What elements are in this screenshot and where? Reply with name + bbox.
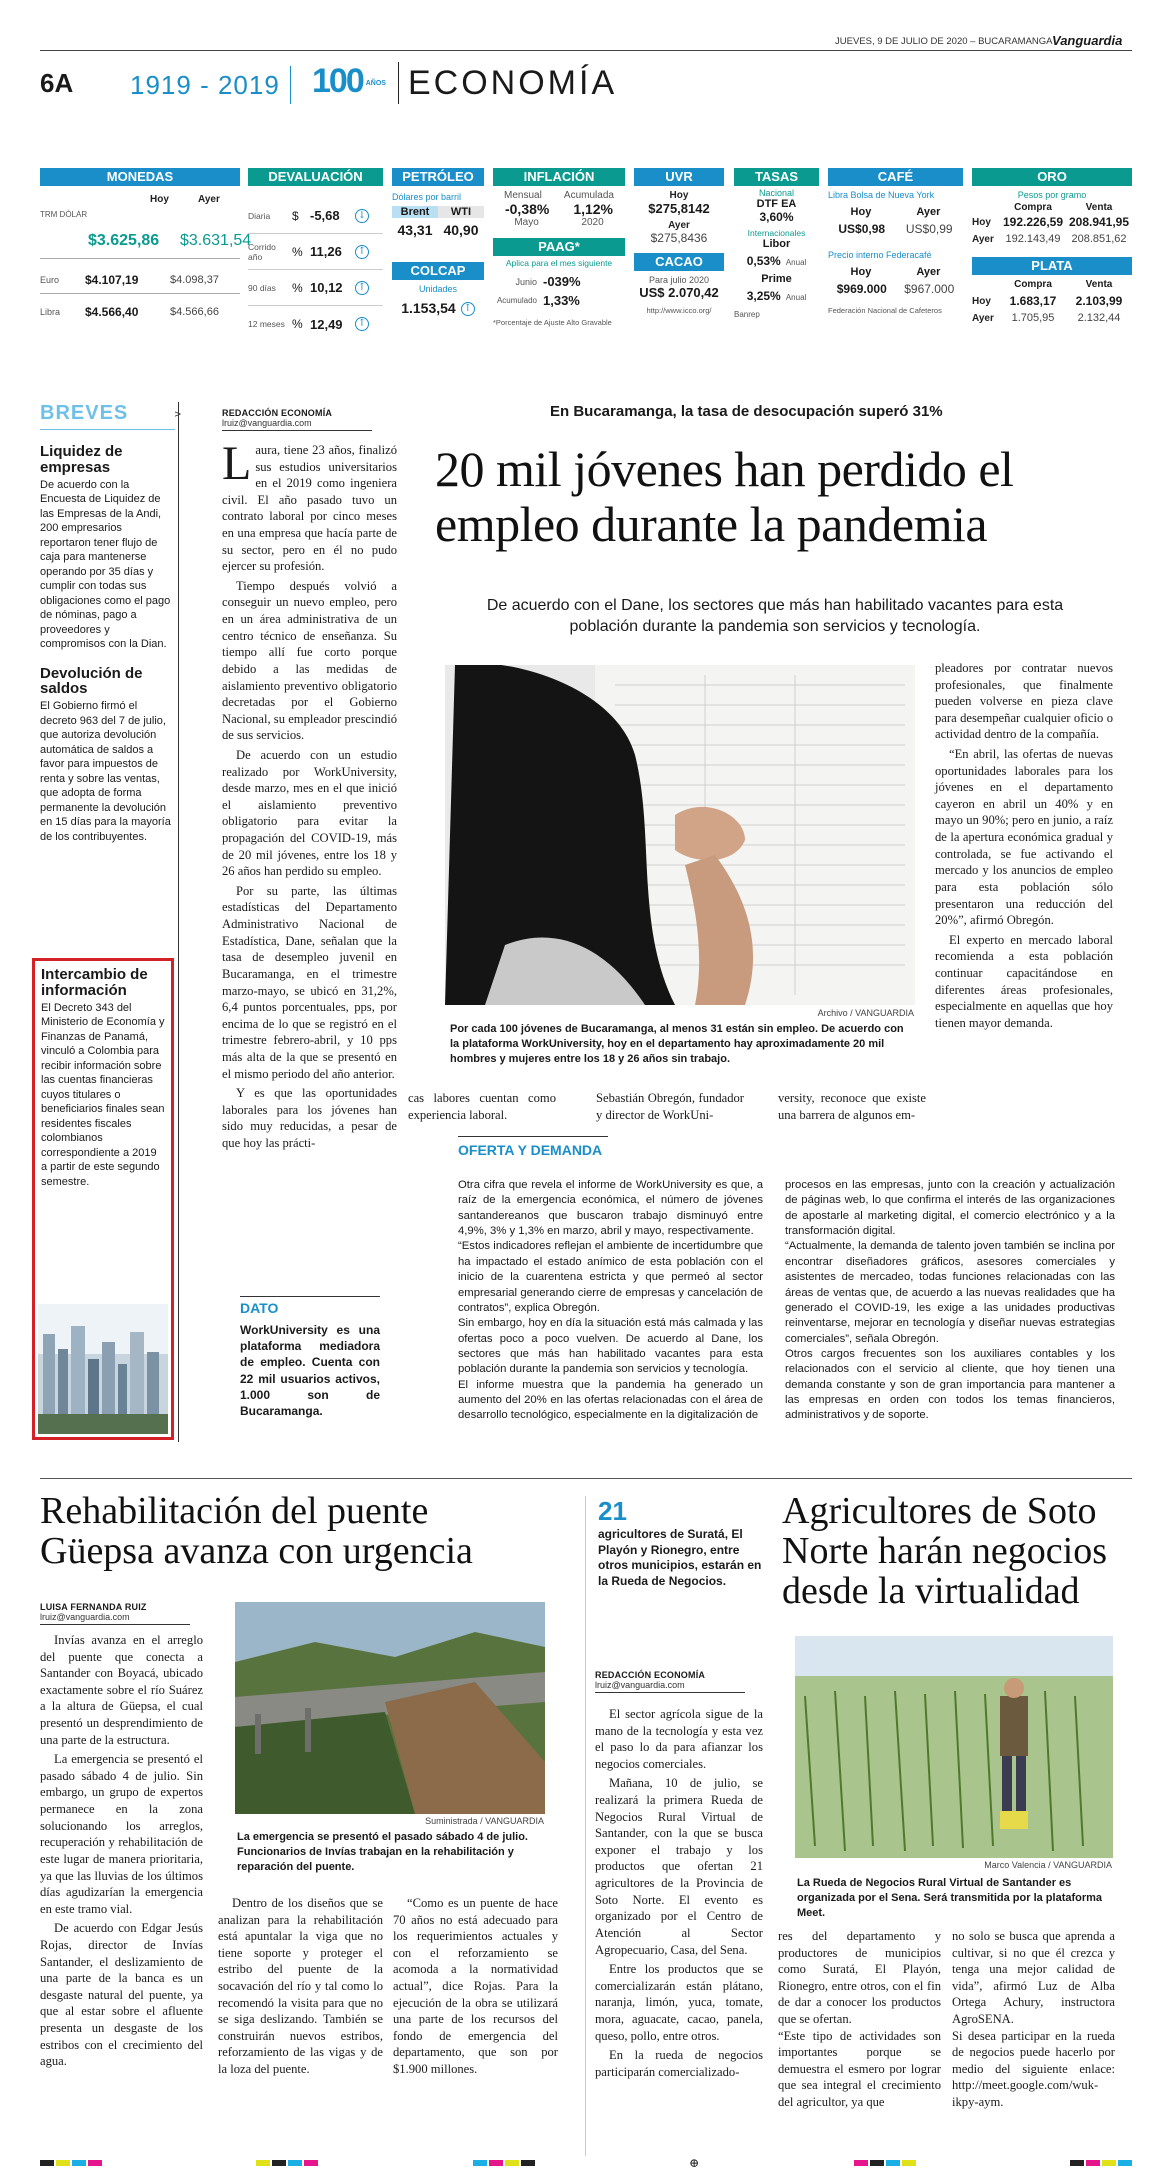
- agro-stat: [598, 1496, 768, 1589]
- plata-venta: 2.103,99: [1075, 294, 1123, 308]
- bridge-paragraph: “Como es un puente de hace 70 años no está adecuado para los requerimientos actuales y con el reforzamiento se acomoda a la normatividad actual”, dice Rojas. Para la ejecución de la obra se utilizará una parte de los recursos del fondo de emergencia del departamento, que son por $1.900 millones.: [393, 1896, 558, 2077]
- agro-paragraph: Entre los productos que se comercializarán están plátano, naranja, limón, yuca, tomate, mora, aguacate, cacao, panela, queso, pollo, entre otros.: [595, 1962, 763, 2043]
- main-paragraph: De acuerdo con un estudio realizado por WorkUniversity, desde marzo, mes en el que inició el aislamiento preventivo obligatorio para evitar la propagación del COVID-19, más de 20 mil jóvenes, entre los 18 y 26 años han perdido su empleo.: [222, 747, 397, 879]
- uvr-ayer-label: Ayer: [668, 220, 690, 231]
- main-photo-credit: Archivo / VANGUARDIA: [817, 1008, 914, 1018]
- wti-value: 40,90: [443, 222, 479, 238]
- breves-title: BREVES: [40, 402, 129, 424]
- agro-paragraph: El sector agrícola sigue de la mano de la tecnología y esta vez el paso lo da para afianzar los negocios comerciales.: [595, 1707, 763, 1771]
- breve-title: Intercambio de información: [41, 966, 148, 999]
- oferta-paragraph: Otra cifra que revela el informe de WorkUniversity es que, a raíz de la emergencia económica, el número de jóvenes santandereanos que buscaron trabajo disminuyó entre 4,9%, 3% y 1,3% en marzo, abril y mayo, respectivamente. “Estos indicadores reflejan el ambiente de incertidumbre que ha impactado el estado anímico de esta población con el inicio de la cuarentena estricta y que permeó al sector empresarial generando cierre de empresas y cancelación de contratos”, explica Obregón. Sin embargo, hoy en día la situación está más calmada y las ofertas poco a poco vuelven. De acuerdo al Dane, los sectores que más han habilitado vacantes para esta población durante la pandemia son servicios y tecnología. El informe muestra que la pandemia ha generado un aumento del 20% en las ofertas relacionadas con el área de desarrollo tecnológico, especialmente en la digitalización de: [458, 1179, 763, 1422]
- bridge-photo-credit: Suministrada / VANGUARDIA: [425, 1816, 544, 1826]
- breve-body: El Decreto 343 del Ministerio de Economía y Finanzas de Panamá, vinculó a Colombia para recibir información sobre las cuentas financieras cuyos titulares o beneficiarios finales sean residentes fiscales colombianos correspondiente a 2019 a partir de este segundo semestre.: [41, 1001, 165, 1188]
- main-photo-image: [445, 665, 915, 1005]
- agro-col-1: [595, 1706, 763, 2083]
- devaluacion-label: 12 meses: [248, 319, 285, 329]
- wti-label: WTI: [438, 206, 484, 218]
- cafe-ny-ayer: US$0,99: [905, 222, 953, 236]
- prime-value: 3,25%: [746, 289, 781, 303]
- main-paragraph: Por su parte, las últimas estadísticas del Departamento Administrativo Nacional de Estadística, Dane, señalan que la tasa de desempleo juvenil en Bucaramanga, en el trimestre marzo-mayo, se ubicó en 31,2%, 6,4 puntos porcentuales, pps, por encima de lo que se registró en el trimestre febrero-abril, y 10 pps más alta de la que se presentó en el mismo periodo del año anterior.: [222, 883, 397, 1081]
- devaluacion-value: 11,26: [310, 244, 342, 259]
- devaluacion-title: DEVALUACIÓN: [248, 168, 383, 186]
- main-headline-line: 20 mil jóvenes han perdido el: [435, 441, 1014, 497]
- bridge-col-3: [393, 1895, 558, 2081]
- colcap-value: 1.153,54: [401, 300, 456, 316]
- uvr-hoy-label: Hoy: [669, 190, 689, 201]
- main-deck: De acuerdo con el Dane, los sectores que más han habilitado vacantes para esta población durante la pandemia son servicios y tecnología.: [486, 597, 1064, 635]
- paag-junio: -039%: [543, 274, 581, 289]
- agro-paragraph: En la rueda de negocios participarán comercializado-: [595, 2048, 763, 2079]
- moneda-label: Libra: [40, 307, 61, 317]
- bridge-paragraph: La emergencia se presentó el pasado sábado 4 de julio. Sin embargo, un grupo de expertos permanece en la zona solucionando los arreglos, recuperación y rehabilitación de este lugar de manera prioritaria, ya que las lluvias de los últimos días agudizarían la emergencia en este tramo vial.: [40, 1752, 203, 1916]
- paag-acum: 1,33%: [543, 293, 580, 308]
- plata-title: PLATA: [972, 257, 1132, 275]
- devaluacion-value: 10,12: [310, 280, 343, 295]
- devaluacion-label: Diaria: [248, 210, 271, 221]
- agro-col-2: [778, 1928, 941, 2114]
- registration-swatch: [854, 2160, 916, 2166]
- paag-title: PAAG*: [493, 238, 625, 256]
- breve-body: El Gobierno firmó el decreto 963 del 7 de julio, que autoriza devolución automática de saldos a favor para impuestos de renta y sobre las ventas, que adopta de forma permanente la devolución en 15 días para la mayoría de los contribuyentes.: [40, 700, 171, 843]
- main-paragraph: “En abril, las ofertas de nuevas oportunidades laborales para los jóvenes en el departamento cayeron en abril un 40% y en mayo un 90%; pero en junio, a raíz de la apertura económica gradual y controlada, se fue activando el mercado y los anuncios de empleo para esta población sólo presentaron una reducción del 20%”, afirmó Obregón.: [935, 747, 1113, 928]
- libor-unit: Anual: [785, 258, 807, 267]
- breves-divider-mark: >: [174, 410, 182, 420]
- main-under-col-2: [596, 1090, 744, 1126]
- cafe-source: Federación Nacional de Cafeteros: [828, 306, 942, 315]
- breve-title: Liquidez de empresas: [40, 443, 123, 476]
- dato-title: DATO: [240, 1300, 279, 1316]
- registration-swatch: [256, 2160, 318, 2166]
- cafe-hoy-label: Hoy: [850, 266, 872, 278]
- bridge-photo-image: [235, 1602, 545, 1814]
- arrow-up-icon: ↑: [355, 245, 369, 259]
- main-byline: [222, 408, 372, 431]
- bridge-paragraph: Dentro de los diseños que se analizan para la rehabilitación está apuntalar la viga que no tiene soporte y proteger el estribo del puente de la socavación del río y tal como lo recomendó la visita para que no se siga deslizando. También se construirán nuevos estribos, reforzamiento de las vigas y de la loza del puente.: [218, 1896, 383, 2077]
- uvr-box: [634, 168, 724, 315]
- trm-ayer: $3.631,54: [180, 232, 252, 249]
- petroleo-box: [392, 168, 484, 317]
- inflacion-box: [493, 168, 625, 327]
- devaluacion-label: Corrido año: [248, 241, 276, 262]
- plata-compra: 1.705,95: [1011, 312, 1055, 324]
- dato-body: WorkUniversity es una plataforma mediadora de empleo. Cuenta con 22 mil usuarios activos, 1.000 son de Bucaramanga.: [240, 1323, 380, 1418]
- bridge-headline-line: Güepsa avanza con urgencia: [40, 1529, 473, 1572]
- oferta-col-1: [458, 1178, 763, 1425]
- oro-compra: 192.226,59: [1002, 215, 1064, 229]
- inflacion-mensual: -0,38%: [504, 201, 550, 217]
- arrow-up-icon: ↑: [355, 281, 369, 295]
- byline-name: LUISA FERNANDA RUIZ: [40, 1602, 147, 1612]
- dtf-value: 3,60%: [759, 210, 794, 224]
- oro-col-venta: Venta: [1085, 202, 1113, 213]
- cafe-fed-ayer: $967.000: [904, 282, 955, 296]
- agro-byline: [595, 1670, 745, 1693]
- bridge-photo-caption: La emergencia se presentó el pasado sábado 4 de julio. Funcionarios de Invías trabajan en la rehabilitación y reparación del puente.: [237, 1831, 528, 1873]
- arrow-down-icon: ↓: [355, 209, 369, 223]
- monedas-col-hoy: Hoy: [150, 194, 169, 205]
- bridge-headline-line: Rehabilitación del puente: [40, 1490, 429, 1532]
- inflacion-title: INFLACIÓN: [493, 168, 625, 186]
- oro-sub: Pesos por gramo: [1017, 190, 1087, 200]
- devaluacion-box: [248, 168, 383, 342]
- cafe-hoy-label: Hoy: [850, 206, 872, 218]
- oro-compra: 192.143,49: [1005, 233, 1061, 245]
- prime-label: Prime: [761, 273, 792, 285]
- agro-photo-credit: Marco Valencia / VANGUARDIA: [984, 1860, 1112, 1870]
- main-col-1: [222, 438, 397, 1155]
- oro-row-label: Hoy: [972, 216, 991, 228]
- moneda-row-libra: [40, 294, 240, 330]
- main-paragraph: Sebastián Obregón, fundador y director de WorkUni-: [596, 1091, 744, 1122]
- registration-swatch: [1070, 2160, 1132, 2166]
- uvr-title: UVR: [634, 168, 724, 186]
- devaluacion-row: [248, 270, 383, 306]
- petroleo-title: PETRÓLEO: [392, 168, 484, 186]
- moneda-hoy: $4.107,19: [85, 272, 139, 287]
- cacao-source: http://www.icco.org/: [646, 306, 712, 315]
- main-paragraph: Tiempo después volvió a conseguir un nuevo empleo, pero en un área administrativa de un centro técnico de enseñanza. Su tiempo allí fue corto porque debido a las medidas de aislamiento preventivo obligatorio decretadas por el Gobierno Nacional, su empleador prescindió de sus servicios.: [222, 578, 397, 743]
- agro-headline-line: desde la virtualidad: [782, 1569, 1080, 1612]
- dateline: JUEVES, 9 DE JULIO DE 2020 – BUCARAMANGA: [835, 36, 1053, 47]
- cacao-value: US$ 2.070,42: [639, 285, 719, 300]
- paag-note: *Porcentaje de Ajuste Alto Gravable: [493, 318, 612, 327]
- uvr-hoy: $275,8142: [648, 201, 710, 216]
- agro-photo-image: [795, 1636, 1113, 1858]
- devaluacion-row: [248, 306, 383, 342]
- main-col-right: [935, 660, 1113, 1034]
- cafe-ayer-label: Ayer: [916, 266, 941, 278]
- main-headline: [435, 442, 1013, 552]
- devaluacion-row: [248, 234, 383, 270]
- registration-swatch: [473, 2160, 535, 2166]
- main-paragraph: aura, tiene 23 años, finalizó sus estudios universitarios en el 2019 como ingeniera civil. El año pasado tuvo un contrato laboral por cinco meses en una empresa que hacía parte de su sector, pero en él no pudo ejercer su profesión.: [222, 443, 397, 574]
- breves-sidebar: [40, 402, 175, 844]
- devaluacion-sym: %: [292, 244, 303, 259]
- oro-venta: 208.851,62: [1071, 233, 1127, 245]
- byline-email: lruiz@vanguardia.com: [222, 418, 312, 428]
- moneda-row-euro: [40, 266, 240, 294]
- main-kicker: En Bucaramanga, la tasa de desocupación superó 31%: [550, 403, 943, 420]
- registration-swatch: [40, 2160, 102, 2166]
- paag-sub: Aplica para el mes siguiente: [505, 258, 613, 268]
- plata-row-label: Hoy: [972, 295, 991, 307]
- tasas-source: Banrep: [734, 310, 760, 319]
- markets-panel: [40, 168, 1132, 368]
- bridge-paragraph: Invías avanza en el arreglo del puente que conecta a Santander con Boyacá, ubicado exactamente sobre el río Suárez a la altura de Güepsa, el cual presentó un desprendimiento de una parte de la estructura.: [40, 1633, 203, 1747]
- brand-logo: Vanguardia: [1052, 33, 1123, 48]
- print-registration-bar: [40, 2156, 1132, 2170]
- cacao-title: CACAO: [634, 253, 724, 271]
- monedas-title: MONEDAS: [40, 168, 240, 186]
- moneda-label: Euro: [40, 274, 60, 285]
- plata-col-compra: Compra: [1014, 279, 1052, 290]
- bridge-paragraph: De acuerdo con Edgar Jesús Rojas, director de Invías Santander, el deslizamiento de una parte de la banca es un desgaste natural del puente, ya que al estar sobre el afluente presenta un desgaste de los estribos con el crecimiento del agua.: [40, 1921, 203, 2069]
- main-headline-line: empleo durante la pandemia: [435, 496, 988, 552]
- monedas-box: [40, 168, 252, 319]
- main-paragraph: pleadores por contratar nuevos profesionales, que finalmente pueden volverse en pieza clave para desempeñar cualquier oficio o actividad dentro de la compañía.: [935, 661, 1113, 742]
- agro-paragraph: no solo se busca que aprenda a cultivar, si no que él crezca y tenga una mejor calidad de vida”, afirmó Luz de Alba Ortega Achury, instructora AgroSENA. Si desea participar en la rueda de negocios puede hacerlo por medio del siguiente enlace: http://meet.google.com/wuk-ikpy-aym.: [952, 1929, 1115, 2110]
- devaluacion-sym: %: [292, 317, 303, 331]
- cafe-fed-label: Precio interno Federacafé: [828, 250, 932, 260]
- plata-venta: 2.132,44: [1077, 312, 1121, 324]
- petroleo-sub: Dólares por barril: [392, 192, 462, 202]
- agro-paragraph: Mañana, 10 de julio, se realizará la primera Rueda de Negocios Rural Virtual de Santander, con la que se busca exponer el trabajo y los productos que ofertan 21 agricultores de la Provincia de Soto Norte. El evento es organizado por el Centro de Atención al Sector Agropecuario, Casa, del Sena.: [595, 1776, 763, 1957]
- trm-hoy: $3.625,86: [88, 232, 160, 249]
- dropcap: L: [222, 437, 252, 490]
- main-paragraph: versity, reconoce que existe una barrera de algunos em-: [778, 1091, 926, 1122]
- bridge-col-2: [218, 1895, 383, 2081]
- devaluacion-value: 12,49: [310, 316, 343, 332]
- monedas-rows: [40, 266, 240, 330]
- agro-headline-line: Norte harán negocios: [782, 1529, 1107, 1572]
- breve-highlight-box: [32, 958, 174, 1440]
- crosshair-icon: ⊕: [689, 2156, 700, 2170]
- bridge-headline: [40, 1492, 473, 1572]
- cafe-ny-hoy: US$0,98: [838, 222, 886, 236]
- plata-col-venta: Venta: [1085, 279, 1113, 290]
- moneda-hoy: $4.566,40: [85, 305, 139, 319]
- tasas-title: TASAS: [734, 168, 819, 186]
- byline-name: REDACCIÓN ECONOMÍA: [222, 408, 333, 418]
- main-under-col-3: [778, 1090, 926, 1126]
- paag-acum-label: Acumulado: [496, 296, 537, 305]
- anniversary-logo: [312, 62, 386, 101]
- cafe-box: [828, 168, 963, 315]
- main-paragraph: cas labores cuentan como experiencia laboral.: [408, 1091, 556, 1122]
- city-skyline-image: [38, 1304, 168, 1434]
- inflacion-mensual-label: Mayo: [514, 217, 539, 228]
- bridge-col-1: [40, 1632, 203, 2073]
- years-label: 1919 - 2019: [130, 70, 280, 100]
- byline-name: REDACCIÓN ECONOMÍA: [595, 1670, 706, 1680]
- main-photo-caption: Por cada 100 jóvenes de Bucaramanga, al menos 31 están sin empleo. De acuerdo con la plataforma WorkUniversity, hoy en el departamento hay aproximadamente 20 mil hombres y mujeres entre los 18 y 26 años sin trabajo.: [450, 1023, 904, 1065]
- oro-title: ORO: [972, 168, 1132, 186]
- oferta-paragraph: procesos en las empresas, junto con la creación y actualización de páginas web, lo que confirma el interés de las organizaciones de apostarle al marketing digital, el comercio electrónico y a la transformación digital. “Actualmente, la demanda de talento joven también se inclina por encontrar diseñadores gráficos, asesores comerciales y asistentes de mercadeo, todas funciones relacionadas con las áreas de ventas que, de acuerdo a las nuevas realidades que ha generado el COVID-19, les exige a las unidades productivas reinventarse, mejorar en tecnología y diseñar nuevas estrategias comerciales”, señala Obregón. Otros cargos frecuentes son los auxiliares contables y los relacionados con el servicio al cliente, que hoy tienen una demanda constante y son de gran importancia para mantener a las empresas en orden con todos los temas financieros, administrativos y de soporte.: [785, 1179, 1115, 1422]
- oro-box: [972, 168, 1132, 324]
- byline-email: lruiz@vanguardia.com: [595, 1680, 685, 1690]
- devaluacion-row: [248, 198, 383, 234]
- inflacion-col-mensual: Mensual: [504, 190, 542, 201]
- cafe-title: CAFÉ: [828, 168, 963, 186]
- anniversary-word: AÑOS: [365, 79, 386, 87]
- main-paragraph: El experto en mercado laboral recomienda a esta población continuar capacitándose en diferentes áreas profesionales, especialmente en aquellas que hoy tienen mayor demanda.: [935, 932, 1113, 1030]
- tasas-intl-label: Internacionales: [747, 228, 806, 238]
- stat-number: 21: [598, 1496, 627, 1526]
- devaluacion-rows: [248, 198, 383, 342]
- oro-col-compra: Compra: [1014, 202, 1052, 213]
- agro-photo-caption: La Rueda de Negocios Rural Virtual de Santander es organizada por el Sena. Será transmitida por la plataforma Meet.: [797, 1877, 1103, 1919]
- bridge-byline: [40, 1602, 190, 1625]
- colcap-title: COLCAP: [392, 262, 484, 280]
- monedas-col-ayer: Ayer: [198, 194, 220, 205]
- devaluacion-sym: %: [292, 280, 303, 295]
- oro-row-label: Ayer: [972, 233, 994, 245]
- breve-item: [40, 666, 175, 845]
- oro-venta: 208.941,95: [1068, 215, 1130, 229]
- section-title: ECONOMÍA: [408, 64, 618, 102]
- inflacion-acumulada: 1,12%: [573, 201, 614, 217]
- arrow-up-icon: ↑: [355, 317, 369, 331]
- breve-body: De acuerdo con la Encuesta de Liquidez de las Empresas de la Andi, 200 empresarios reportaron tener flujo de caja para mantenerse operando por 35 días y cumplir con todas sus obligaciones como el pago de nóminas, pago a proveedores y compromisos con la Dian.: [40, 478, 171, 651]
- plata-row-label: Ayer: [972, 312, 994, 324]
- devaluacion-value: -5,68: [310, 208, 340, 223]
- oferta-col-2: [785, 1178, 1115, 1425]
- agro-headline: [782, 1492, 1107, 1612]
- breve-item: [40, 444, 175, 652]
- libor-value: 0,53%: [746, 254, 781, 268]
- moneda-ayer: $4.566,66: [170, 306, 219, 318]
- page-number: 6A: [40, 68, 74, 98]
- uvr-ayer: $275,8436: [650, 231, 708, 245]
- main-under-col-1: [408, 1090, 556, 1126]
- agro-col-3: [952, 1928, 1115, 2114]
- breve-title: Devolución de saldos: [40, 664, 143, 698]
- brent-value: 43,31: [397, 222, 433, 238]
- inflacion-col-acumulada: Acumulada: [563, 190, 614, 201]
- moneda-ayer: $4.098,37: [170, 273, 219, 286]
- byline-email: lruiz@vanguardia.com: [40, 1612, 130, 1622]
- devaluacion-label: 90 días: [248, 282, 276, 293]
- brent-label: Brent: [392, 206, 438, 218]
- paag-junio-label: Junio: [515, 276, 537, 287]
- anniversary-number: 100: [312, 62, 363, 100]
- tasas-box: [734, 168, 819, 319]
- agro-paragraph: res del departamento y productores de municipios como Suratá, El Playón, Rionegro, entre otros, con el fin de dar a conocer los productos que se ofertan. “Este tipo de actividades son importantes porque se demuestra el esmero por lograr que sea integral el crecimiento del agricultor, ya que: [778, 1929, 941, 2110]
- dtf-label: DTF EA: [756, 198, 797, 210]
- plata-compra: 1.683,17: [1009, 294, 1057, 308]
- devaluacion-sym: $: [292, 208, 299, 223]
- arrow-up-icon: ↑: [461, 302, 475, 316]
- tasas-nacional-label: Nacional: [758, 188, 795, 198]
- cafe-ayer-label: Ayer: [916, 206, 941, 218]
- inflacion-acumulada-label: 2020: [581, 217, 604, 228]
- oferta-title: OFERTA Y DEMANDA: [458, 1142, 603, 1158]
- trm-label: TRM DÓLAR: [40, 210, 88, 219]
- agro-headline-line: Agricultores de Soto: [782, 1490, 1097, 1532]
- stat-text: agricultores de Suratá, El Playón y Rionegro, entre otros municipios, estarán en la Rueda de Negocios.: [598, 1527, 762, 1588]
- libor-label: Libor: [762, 238, 791, 250]
- cafe-fed-hoy: $969.000: [836, 282, 887, 296]
- cacao-sub: Para julio 2020: [648, 275, 710, 285]
- main-paragraph: Y es que las oportunidades laborales para los jóvenes han sido muy reducidas, a pesar de que hoy las prácti-: [222, 1086, 397, 1150]
- cafe-ny-label: Libra Bolsa de Nueva York: [828, 190, 935, 200]
- prime-unit: Anual: [785, 293, 807, 302]
- colcap-sub: Unidades: [418, 284, 458, 294]
